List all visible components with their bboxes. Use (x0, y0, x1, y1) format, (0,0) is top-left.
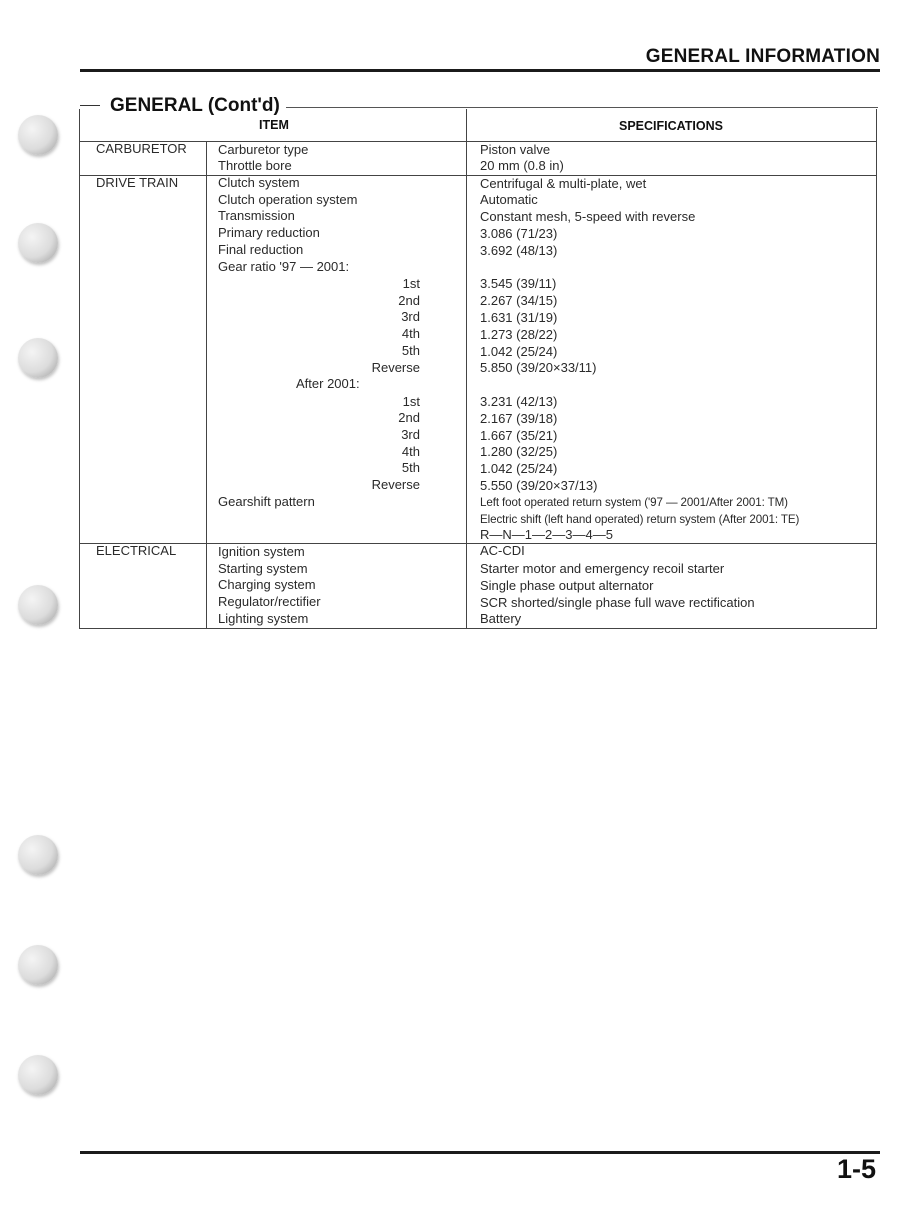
header-rule (80, 69, 880, 72)
spec-cell: 2.167 (39/18) (480, 411, 558, 426)
gear-label: 2nd (398, 293, 420, 308)
column-divider (466, 109, 467, 629)
section-title: GENERAL (Cont'd) (104, 95, 286, 117)
spec-cell: 1.667 (35/21) (480, 428, 558, 443)
item-cell: Transmission (218, 208, 295, 223)
spec-cell: Constant mesh, 5-speed with reverse (480, 209, 696, 224)
spec-cell: 2.267 (34/15) (480, 293, 558, 308)
gear-label: 1st (402, 394, 420, 409)
after-2001-label: After 2001: (296, 376, 360, 391)
gear-label: 3rd (401, 427, 420, 442)
spec-cell: 3.692 (48/13) (480, 243, 558, 258)
binder-hole (18, 338, 58, 378)
spec-cell: Centrifugal & multi-plate, wet (480, 176, 647, 191)
gear-label: Reverse (371, 477, 420, 492)
spec-cell: R—N—1—2—3—4—5 (480, 527, 613, 542)
binder-hole (18, 1055, 58, 1095)
binder-hole (18, 945, 58, 985)
item-cell: Clutch system (218, 175, 300, 190)
spec-cell: 1.042 (25/24) (480, 344, 558, 359)
gear-label: 3rd (401, 309, 420, 324)
item-cell: Clutch operation system (218, 192, 358, 207)
spec-cell: Electric shift (left hand operated) return system (After 2001: TE) (480, 513, 800, 526)
binder-hole (18, 223, 58, 263)
section-tick (80, 105, 100, 106)
spec-cell: 3.231 (42/13) (480, 394, 558, 409)
spec-cell: Left foot operated return system ('97 — 2001/After 2001: TM) (480, 496, 788, 509)
spec-cell: 1.280 (32/25) (480, 444, 558, 459)
spec-cell: Piston valve (480, 142, 551, 157)
item-cell: Throttle bore (218, 158, 292, 173)
item-cell: Lighting system (218, 611, 309, 626)
item-cell: Primary reduction (218, 225, 320, 240)
item-cell: Gearshift pattern (218, 494, 315, 509)
column-header-item: ITEM (259, 118, 289, 132)
binder-hole (18, 835, 58, 875)
item-cell: Ignition system (218, 544, 305, 559)
spec-table (79, 109, 877, 629)
spec-cell: 20 mm (0.8 in) (480, 158, 564, 173)
spec-cell: Automatic (480, 192, 538, 207)
spec-cell: Single phase output alternator (480, 578, 654, 593)
section-title-line (272, 107, 878, 108)
category-electrical: ELECTRICAL (96, 543, 177, 558)
binder-hole (18, 115, 58, 155)
gear-label: 5th (401, 343, 420, 358)
gear-label: Reverse (371, 360, 420, 375)
binder-holes (18, 0, 62, 1208)
gear-label: 5th (401, 460, 420, 475)
category-drive-train: DRIVE TRAIN (96, 175, 179, 190)
column-header-specifications: SPECIFICATIONS (619, 119, 723, 133)
spec-cell: Starter motor and emergency recoil starter (480, 561, 725, 576)
spec-cell: 1.042 (25/24) (480, 461, 558, 476)
item-cell: Charging system (218, 577, 316, 592)
spec-cell: 1.631 (31/19) (480, 310, 558, 325)
spec-cell: 5.550 (39/20×37/13) (480, 478, 598, 493)
item-cell: Regulator/rectifier (218, 594, 321, 609)
item-cell: Starting system (218, 561, 308, 576)
spec-cell: 3.086 (71/23) (480, 226, 558, 241)
spec-cell: 5.850 (39/20×33/11) (480, 360, 597, 375)
gear-label: 1st (402, 276, 420, 291)
item-cell: Carburetor type (218, 142, 309, 157)
gear-label: 4th (401, 326, 420, 341)
column-divider (206, 141, 207, 629)
page-header-title: GENERAL INFORMATION (645, 46, 880, 67)
category-carburetor: CARBURETOR (96, 141, 187, 156)
spec-cell: 1.273 (28/22) (480, 327, 558, 342)
spec-cell: SCR shorted/single phase full wave rectification (480, 595, 755, 610)
gear-label: 4th (401, 444, 420, 459)
spec-cell: Battery (480, 611, 522, 626)
footer-rule (80, 1151, 880, 1154)
gear-ratio-label: Gear ratio '97 — 2001: (218, 259, 350, 274)
page-number: 1-5 (836, 1154, 876, 1184)
spec-cell: 3.545 (39/11) (480, 276, 557, 291)
item-cell: Final reduction (218, 242, 304, 257)
gear-label: 2nd (398, 410, 420, 425)
spec-cell: AC-CDI (480, 543, 525, 558)
binder-hole (18, 585, 58, 625)
